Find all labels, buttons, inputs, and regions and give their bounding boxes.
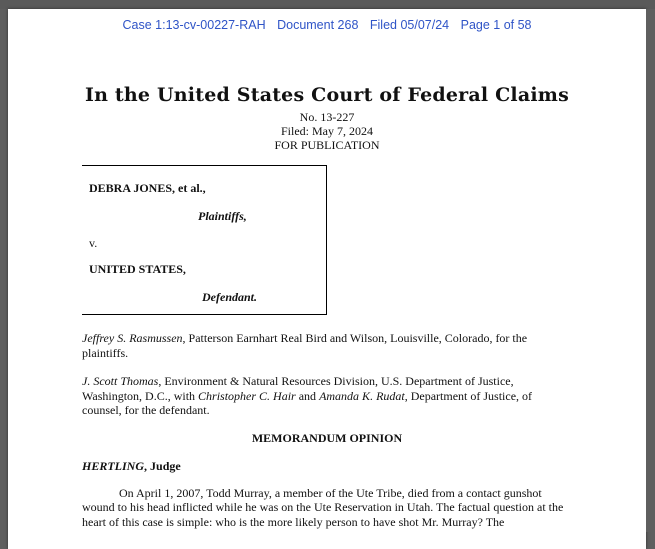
judge-title: , Judge (144, 459, 181, 473)
defense-counsel-text-2: , Department of Justice, of counsel, for the defendant. (82, 388, 533, 417)
plaintiffs-counsel (82, 331, 562, 360)
document-number-stamp: Document 268 (277, 18, 359, 32)
defense-attorney-2: Christopher C. Hair (198, 388, 296, 403)
defense-counsel (82, 374, 562, 418)
document-page (8, 9, 646, 549)
case-caption-box (82, 165, 327, 315)
viewer-background-right (646, 9, 655, 532)
plaintiff-role: Plaintiffs, (198, 209, 247, 223)
memorandum-heading: MEMORANDUM OPINION (251, 431, 403, 445)
viewer-background-top (0, 0, 655, 9)
filed-date: Filed: May 7, 2024 (281, 124, 373, 138)
plaintiffs-attorney: Jeffrey S. Rasmussen (82, 331, 183, 345)
versus: v. (89, 236, 98, 250)
publication-status: FOR PUBLICATION (274, 138, 380, 152)
defense-attorney-3: Amanda K. Rudat (319, 388, 405, 403)
plaintiff-name: DEBRA JONES, et al., (89, 181, 206, 195)
court-title: In the United States Court of Federal Claims (85, 84, 569, 106)
defense-attorney-1: J. Scott Thomas (82, 374, 159, 388)
defendant-role: Defendant. (202, 290, 257, 304)
ecf-header-stamp (8, 18, 646, 32)
plaintiffs-counsel-text: , Patterson Earnhart Real Bird and Wilson, Louisville, Colorado, for the plaintiffs. (82, 331, 528, 360)
judge-name: HERTLING (82, 459, 145, 473)
page-count-stamp: Page 1 of 58 (460, 18, 532, 32)
defense-and: and (295, 388, 320, 403)
docket-number: No. 13-227 (299, 110, 355, 124)
judge-line (82, 459, 181, 474)
filed-date-stamp: Filed 05/07/24 (369, 18, 450, 32)
opinion-paragraph: On April 1, 2007, Todd Murray, a member of the Ute Tribe, died from a contact gunshot wound to his head inflicted while he was on the Ute Reservation in Utah. The factual question at the heart of this case is simple: who is the more likely person to have shot Mr. Murray? The (82, 486, 564, 529)
case-number-stamp: Case 1:13-cv-00227-RAH (122, 18, 266, 32)
defendant-name: UNITED STATES, (89, 262, 186, 276)
defense-counsel-text-1: , Environment & Natural Resources Division, U.S. Department of Justice, Washington, D.C., with (82, 374, 514, 403)
